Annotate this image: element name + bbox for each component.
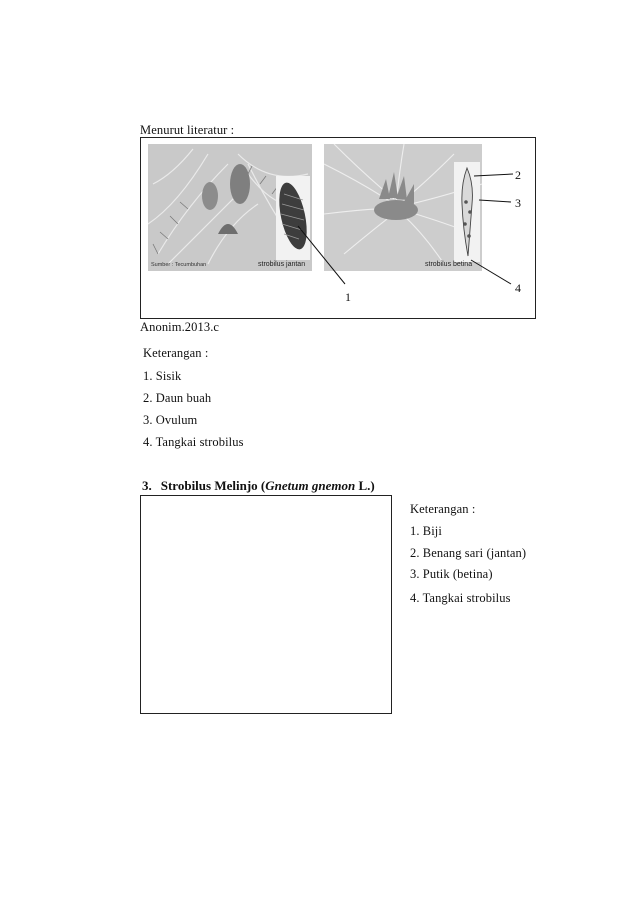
legend-item-1: 1. Sisik xyxy=(143,369,182,383)
photo-source-caption: Sumber : Tecumbuhan xyxy=(151,262,207,268)
callout-3: 3 xyxy=(515,196,521,210)
section-title-prefix: Strobilus Melinjo ( xyxy=(160,478,266,493)
drawing-box xyxy=(140,495,392,714)
legend-item-4: 4. Tangkai strobilus xyxy=(143,435,244,449)
section-title-species: Gnetum gnemon xyxy=(265,478,356,493)
callout-1: 1 xyxy=(345,290,351,304)
callout-4: 4 xyxy=(515,281,521,295)
melinjo-legend-item-4: 4. Tangkai strobilus xyxy=(410,591,511,605)
section-title-suffix: L.) xyxy=(355,478,375,493)
section-heading xyxy=(142,478,375,494)
callout-lines xyxy=(141,138,537,320)
callout-2: 2 xyxy=(515,168,521,182)
label-strobilus-jantan: strobilus jantan xyxy=(258,261,306,268)
section-number: 3. xyxy=(142,478,152,493)
label-strobilus-betina: strobilus betina xyxy=(425,261,473,268)
citation: Anonim.2013.c xyxy=(140,320,220,334)
melinjo-legend-item-3: 3. Putik (betina) xyxy=(410,567,493,581)
melinjo-legend-item-1: 1. Biji xyxy=(410,524,442,538)
melinjo-legend-item-2: 2. Benang sari (jantan) xyxy=(410,546,527,560)
legend-item-2: 2. Daun buah xyxy=(143,391,212,405)
melinjo-legend-title: Keterangan : xyxy=(410,502,476,516)
legend-item-3: 3. Ovulum xyxy=(143,413,198,427)
figure-frame xyxy=(140,137,536,319)
legend-title: Keterangan : xyxy=(143,346,209,360)
intro-text: Menurut literatur : xyxy=(140,123,235,137)
